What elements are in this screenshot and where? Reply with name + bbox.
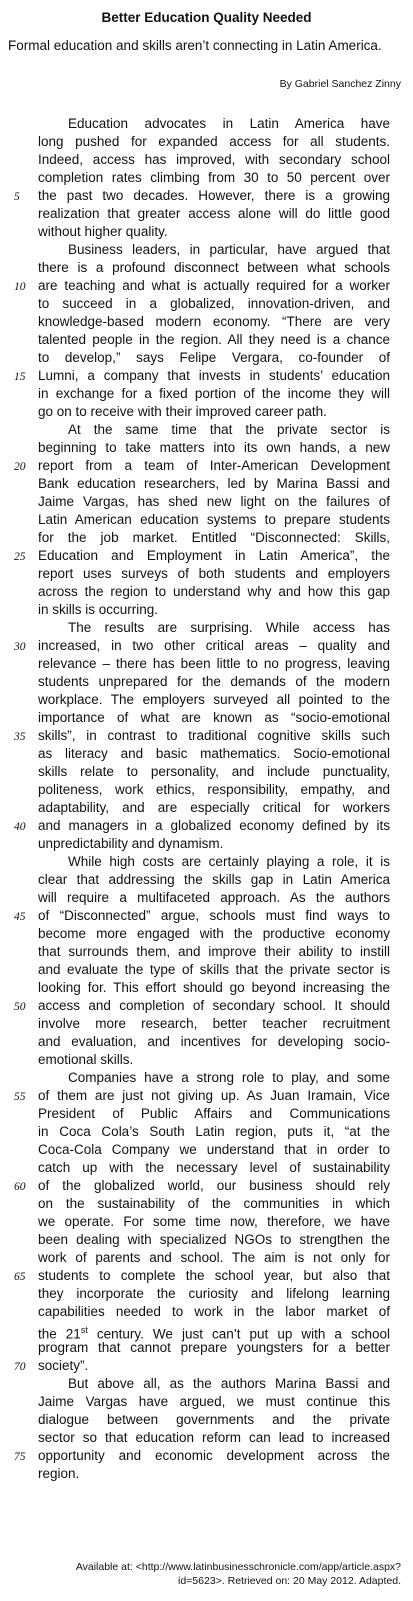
body-line: to succeed in a globalized, innovation-driven, and [38,296,390,311]
body-line: completion rates climbing from 30 to 50 percent over [38,170,390,185]
body-line: in Coca Cola’s South Latin region, puts it, “at the [38,1124,390,1139]
body-line: involve more research, better teacher recruitment [38,1016,390,1031]
line-number: 75 [14,1451,26,1463]
body-line: At the same time that the private sector is [68,422,390,437]
line-number: 10 [14,281,26,293]
body-line: skills relate to personality, and include punctuality, [38,764,390,779]
body-line: access and completion of secondary school. It should [38,998,390,1013]
body-line: in skills is occurring. [38,602,159,617]
body-line: across the region to understand why and how this gap [38,584,390,599]
body-line: realization that greater access alone will do little good [38,206,390,221]
line-number: 15 [14,371,26,383]
body-line: the 21st century. We just can’t put up with a school [38,1325,390,1342]
body-line: in exchange for a fixed portion of the income they will [38,386,390,401]
body-line: unpredictability and dynamism. [38,836,224,851]
body-line: Jaime Vargas, has shed new light on the failures of [38,494,390,509]
body-line: knowledge-based modern economy. “There are very [38,314,390,329]
body-line: the past two decades. However, there is a growing [38,188,390,203]
line-number: 45 [14,911,26,923]
body-line: been dealing with specialized NGOs to strengthen the [38,1232,390,1247]
body-line: and evaluate the type of skills that the private sector is [38,962,390,977]
source-citation: Available at: <http://www.latinbusinesschronicle.com/app/article.aspx?id=5623>. Retrieved on: 20 May 2012. Adapted. [75,1561,401,1587]
line-number: 70 [14,1361,26,1373]
line-number: 5 [14,191,20,203]
body-line: Business leaders, in particular, have argued that [68,242,390,257]
body-line: looking for. This effort should go beyond increasing the [38,980,390,995]
body-line: without higher quality. [38,224,168,239]
line-number: 35 [14,731,26,743]
body-line: But above all, as the authors Marina Bassi and [68,1376,390,1391]
body-line: society”. [38,1358,89,1373]
body-line: emotional skills. [38,1052,134,1067]
line-number: 65 [14,1271,26,1283]
body-line: for the job market. Entitled “Disconnected: Skills, [38,530,390,545]
body-line: report uses surveys of both students and employers [38,566,390,581]
body-line: long pushed for expanded access for all students. [38,134,390,149]
body-line: region. [38,1466,80,1481]
body-line: catch up with the necessary level of sustainability [38,1160,390,1175]
body-line: Companies have a strong role to play, and some [68,1070,390,1085]
body-line: of them are just not giving up. As Juan Iramain, Vice [38,1088,390,1103]
body-line: program that cannot prepare youngsters for a better [38,1340,390,1355]
body-line: politeness, work ethics, responsibility, empathy, and [38,782,390,797]
body-line: While high costs are certainly playing a role, it is [68,854,390,869]
body-line: Latin American education systems to prepare students [38,512,390,527]
body-line: that surrounds them, and improve their ability to instill [38,944,390,959]
body-line: talented people in the region. All they need is a chance [38,332,390,347]
line-number: 30 [14,641,26,653]
body-line: capabilities needed to work in the labor market of [38,1304,390,1319]
body-line: they incorporate the curiosity and lifelong learning [38,1286,390,1301]
body-line: adaptability, and are especially critical for workers [38,800,390,815]
body-line: and managers in a globalized economy defined by its [38,818,390,833]
body-line: relevance – there has been little to no progress, leaving [38,656,390,671]
body-line: of the globalized world, our business should rely [38,1178,390,1193]
body-line: Coca-Cola Company we understand that in order to [38,1142,390,1157]
body-line: and evaluation, and incentives for developing socio- [38,1034,390,1049]
body-line: work of parents and school. The aim is not only for [38,1250,390,1265]
article-title: Better Education Quality Needed [101,10,312,25]
body-line: increased, in two other critical areas – quality and [38,638,390,653]
body-line: go on to receive with their improved career path. [38,404,327,419]
body-line: Education advocates in Latin America have [68,116,390,131]
body-line: workplace. The employers surveyed all pointed to the [38,692,390,707]
line-number: 20 [14,461,26,473]
body-line: Jaime Vargas have argued, we must continue this [38,1394,390,1409]
body-line: Lumni, a company that invests in students’ education [38,368,390,383]
body-line: we operate. For some time now, therefore, we have [38,1214,390,1229]
body-line: become more engaged with the productive economy [38,926,390,941]
body-line: as literacy and basic mathematics. Socio-emotional [38,746,390,761]
body-line: Education and Employment in Latin America”, the [38,548,390,563]
body-line: skills”, in contrast to traditional cognitive skills such [38,728,390,743]
body-line: Indeed, access has improved, with secondary school [38,152,390,167]
body-line: will require a multifaceted approach. As the authors [38,890,390,905]
body-line: there is a profound disconnect between what schools [38,260,390,275]
body-line: The results are surprising. While access has [68,620,390,635]
line-number: 50 [14,1001,26,1013]
body-line: students to complete the school year, but also that [38,1268,390,1283]
article-subtitle: Formal education and skills aren’t connecting in Latin America. [8,38,382,53]
body-line: students unprepared for the demands of the modern [38,674,390,689]
body-line: dialogue between governments and the private [38,1412,390,1427]
body-line: President of Public Affairs and Communications [38,1106,390,1121]
body-line: opportunity and economic development across the [38,1448,390,1463]
body-line: of “Disconnected” argue, schools must find ways to [38,908,390,923]
line-number: 40 [14,821,26,833]
body-line: on the sustainability of the communities in which [38,1196,390,1211]
body-line: to develop,” says Felipe Vergara, co-founder of [38,350,390,365]
body-line: beginning to take matters into its own hands, a new [38,440,390,455]
line-number: 25 [14,551,26,563]
body-line: sector so that education reform can lead to increased [38,1430,390,1445]
article-byline: By Gabriel Sanchez Zinny [279,78,401,90]
body-line: report from a team of Inter-American Development [38,458,390,473]
line-number: 60 [14,1181,26,1193]
body-line: importance of what are known as “socio-emotional [38,710,390,725]
body-line: Bank education researchers, led by Marina Bassi and [38,476,390,491]
body-line: are teaching and what is actually required for a worker [38,278,390,293]
line-number: 55 [14,1091,26,1103]
body-line: clear that addressing the skills gap in Latin America [38,872,390,887]
